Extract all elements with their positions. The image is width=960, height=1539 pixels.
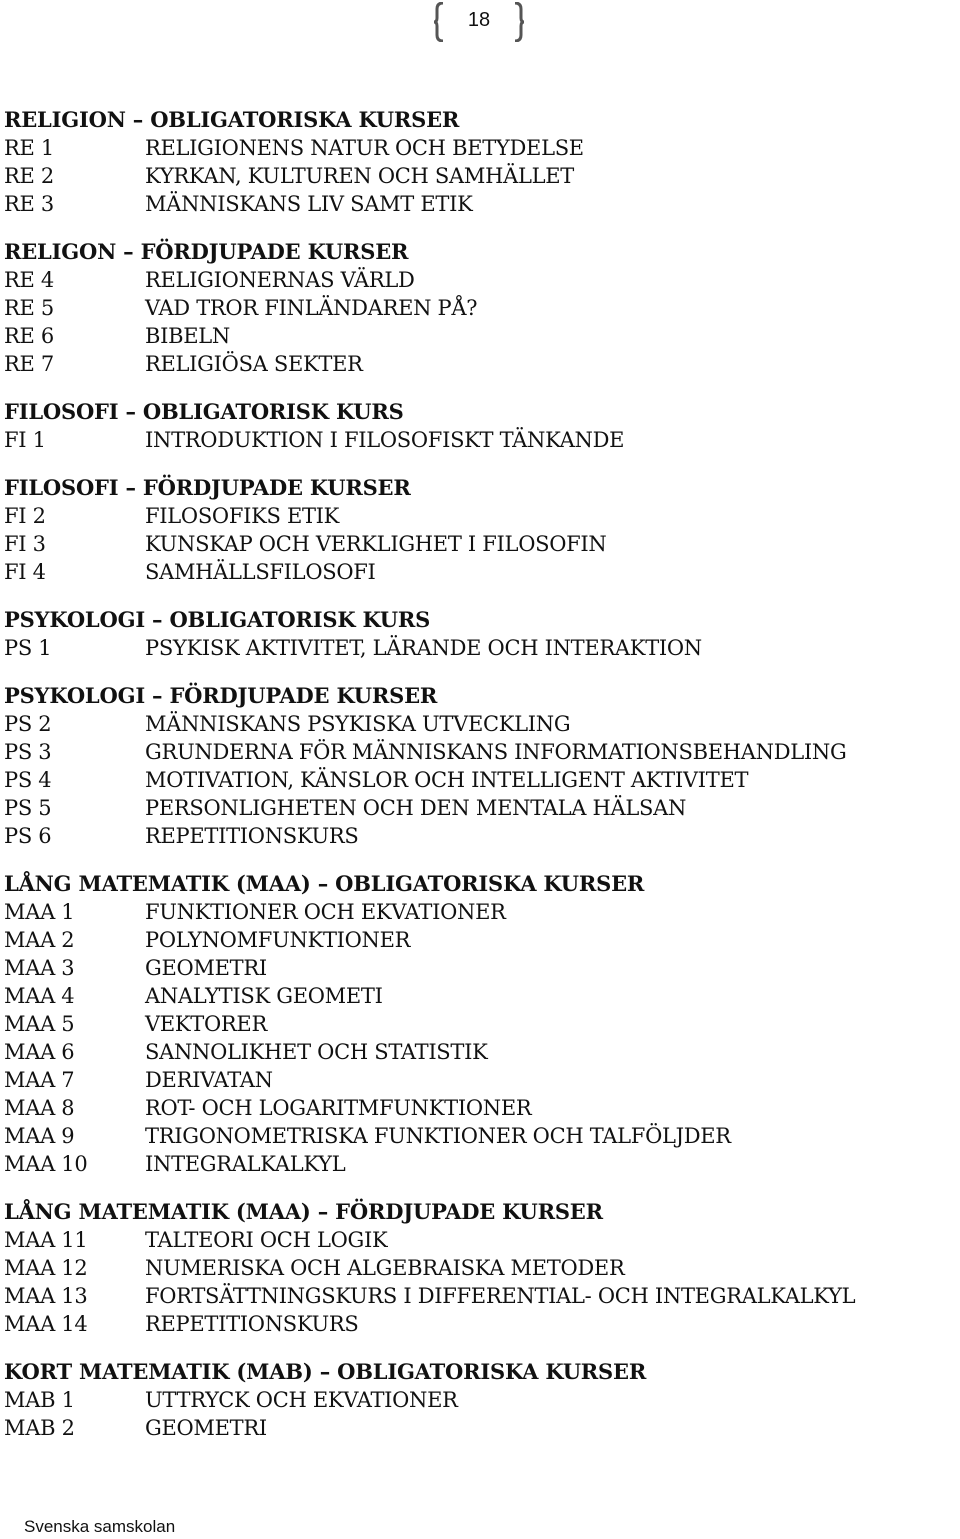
course-code: FI 2 [4,504,46,528]
course-title: MÄNNISKANS LIV SAMT ETIK [145,192,473,216]
course-row [4,266,944,294]
course-row [4,502,944,530]
course-title: SAMHÄLLSFILOSOFI [145,560,376,584]
course-code: RE 3 [4,192,54,216]
course-title: REPETITIONSKURS [145,824,359,848]
course-row [4,134,944,162]
course-code: MAA 7 [4,1068,75,1092]
course-row [4,558,944,586]
course-row [4,898,944,926]
course-section [4,398,944,454]
course-code: RE 5 [4,296,54,320]
course-title: TALTEORI OCH LOGIK [145,1228,388,1252]
course-row [4,1254,944,1282]
course-code: MAA 1 [4,900,75,924]
section-heading: LÅNG MATEMATIK (MAA) – FÖRDJUPADE KURSER [4,1199,603,1224]
course-title: GEOMETRI [145,956,267,980]
course-row [4,1150,944,1178]
course-code: MAA 12 [4,1256,88,1280]
course-section [4,1198,944,1338]
section-heading: FILOSOFI – FÖRDJUPADE KURSER [4,475,411,500]
course-title: POLYNOMFUNKTIONER [145,928,411,952]
course-title: SANNOLIKHET OCH STATISTIK [145,1040,488,1064]
course-title: ROT- OCH LOGARITMFUNKTIONER [145,1096,532,1120]
course-title: FUNKTIONER OCH EKVATIONER [145,900,506,924]
course-row [4,426,944,454]
course-title: MOTIVATION, KÄNSLOR OCH INTELLIGENT AKTIVITET [145,768,749,792]
course-code: FI 4 [4,560,46,584]
course-code: MAA 14 [4,1312,88,1336]
section-heading: KORT MATEMATIK (MAB) – OBLIGATORISKA KURSER [4,1359,647,1384]
page-number-badge [433,2,525,42]
course-code: MAA 5 [4,1012,75,1036]
course-code: MAA 11 [4,1228,88,1252]
course-code: MAA 6 [4,1040,75,1064]
course-title: DERIVATAN [145,1068,273,1092]
course-row [4,1282,944,1310]
course-code: MAA 9 [4,1124,75,1148]
course-code: PS 5 [4,796,52,820]
course-title: PSYKISK AKTIVITET, LÄRANDE OCH INTERAKTION [145,636,702,660]
course-row [4,1226,944,1254]
course-row [4,1310,944,1338]
course-title: RELIGIONERNAS VÄRLD [145,268,415,292]
course-code: MAB 1 [4,1388,75,1412]
course-title: TRIGONOMETRISKA FUNKTIONER OCH TALFÖLJDER [145,1124,731,1148]
course-row [4,1010,944,1038]
course-row [4,1094,944,1122]
course-title: UTTRYCK OCH EKVATIONER [145,1388,458,1412]
course-code: MAA 8 [4,1096,75,1120]
course-row [4,190,944,218]
course-row [4,1386,944,1414]
course-list [4,106,944,1462]
course-title: ANALYTISK GEOMETI [145,984,383,1008]
section-heading: RELIGON – FÖRDJUPADE KURSER [4,239,409,264]
course-row [4,634,944,662]
course-title: KYRKAN, KULTUREN OCH SAMHÄLLET [145,164,574,188]
course-row [4,822,944,850]
course-section [4,1358,944,1442]
course-code: MAA 4 [4,984,75,1008]
course-code: RE 4 [4,268,54,292]
section-heading: PSYKOLOGI – FÖRDJUPADE KURSER [4,683,438,708]
course-code: RE 6 [4,324,54,348]
course-row [4,738,944,766]
course-row [4,766,944,794]
course-title: REPETITIONSKURS [145,1312,359,1336]
course-title: GEOMETRI [145,1416,267,1440]
course-section [4,870,944,1178]
course-code: MAA 10 [4,1152,88,1176]
section-heading: RELIGION – OBLIGATORISKA KURSER [4,107,460,132]
section-heading: FILOSOFI – OBLIGATORISK KURS [4,399,404,424]
course-title: INTEGRALKALKYL [145,1152,346,1176]
section-heading: LÅNG MATEMATIK (MAA) – OBLIGATORISKA KURSER [4,871,645,896]
course-title: NUMERISKA OCH ALGEBRAISKA METODER [145,1256,625,1280]
course-row [4,1066,944,1094]
course-row [4,954,944,982]
course-code: MAA 13 [4,1284,88,1308]
course-row [4,1038,944,1066]
course-row [4,350,944,378]
course-title: RELIGIÖSA SEKTER [145,352,363,376]
course-title: FILOSOFIKS ETIK [145,504,340,528]
course-title: BIBELN [145,324,231,348]
course-section [4,238,944,378]
footer-school-name: Svenska samskolan [24,1517,176,1536]
section-heading: PSYKOLOGI – OBLIGATORISK KURS [4,607,431,632]
course-title: PERSONLIGHETEN OCH DEN MENTALA HÄLSAN [145,796,687,820]
course-title: GRUNDERNA FÖR MÄNNISKANS INFORMATIONSBEHANDLING [145,740,847,764]
course-row [4,794,944,822]
course-code: MAA 3 [4,956,75,980]
course-code: FI 3 [4,532,46,556]
course-code: PS 6 [4,824,52,848]
course-section [4,606,944,662]
course-row [4,1122,944,1150]
course-row [4,294,944,322]
course-code: RE 2 [4,164,54,188]
course-code: RE 1 [4,136,54,160]
course-row [4,322,944,350]
course-code: PS 2 [4,712,52,736]
course-code: FI 1 [4,428,46,452]
course-row [4,982,944,1010]
course-title: VEKTORER [145,1012,267,1036]
course-title: INTRODUKTION I FILOSOFISKT TÄNKANDE [145,428,625,452]
course-section [4,106,944,218]
course-code: RE 7 [4,352,54,376]
course-code: MAB 2 [4,1416,75,1440]
course-title: RELIGIONENS NATUR OCH BETYDELSE [145,136,584,160]
course-title: KUNSKAP OCH VERKLIGHET I FILOSOFIN [145,532,607,556]
course-row [4,710,944,738]
course-title: MÄNNISKANS PSYKISKA UTVECKLING [145,712,571,736]
course-title: VAD TROR FINLÄNDAREN PÅ? [145,296,478,320]
course-row [4,162,944,190]
course-row [4,1414,944,1442]
course-code: PS 1 [4,636,52,660]
course-title: FORTSÄTTNINGSKURS I DIFFERENTIAL- OCH INTEGRALKALKYL [145,1284,856,1308]
course-row [4,530,944,558]
course-section [4,682,944,850]
course-code: PS 4 [4,768,52,792]
course-row [4,926,944,954]
course-code: MAA 2 [4,928,75,952]
course-section [4,474,944,586]
course-code: PS 3 [4,740,52,764]
page-number: 18 [467,9,491,31]
